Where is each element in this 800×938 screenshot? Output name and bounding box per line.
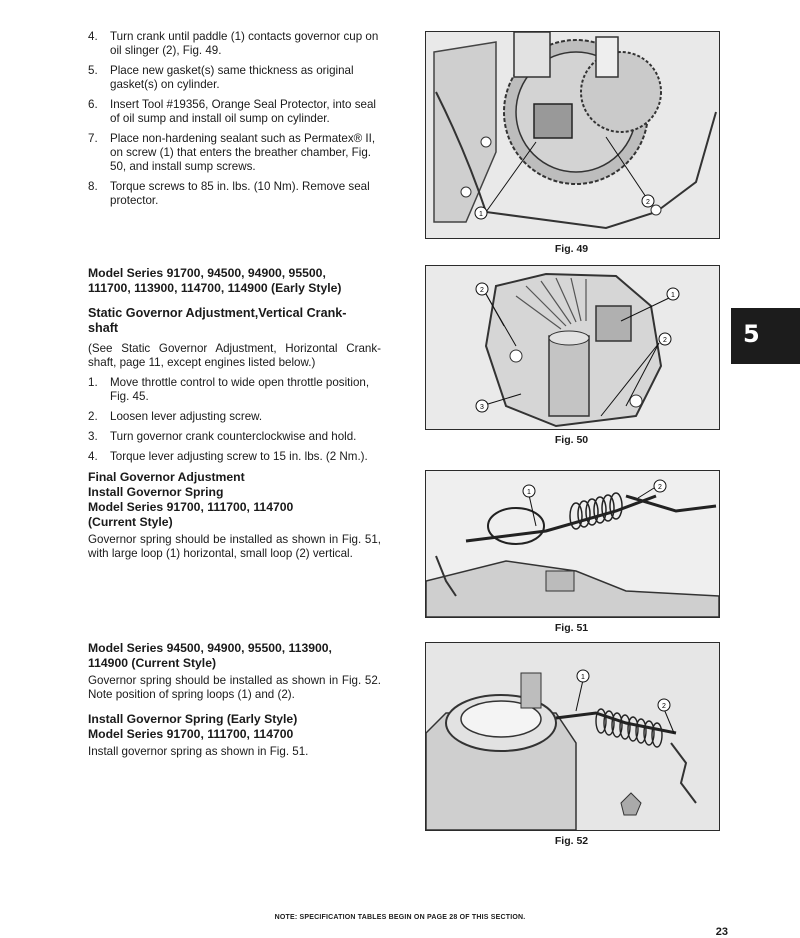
list-item: 8. Torque screws to 85 in. lbs. (10 Nm). Remove seal protector.: [88, 180, 370, 207]
steps-top-list: [88, 30, 381, 214]
section-text: Governor spring should be installed as shown in Fig. 52. Note position of spring loops (1) and (2).: [88, 674, 381, 701]
section-text: Governor spring should be installed as shown in Fig. 51, with large loop (1) horizontal, small loop (2) vertical.: [88, 533, 381, 560]
figure-49-image: [425, 31, 720, 239]
figure-caption: Fig. 49: [554, 243, 589, 255]
page-number: 23: [715, 926, 728, 938]
final-governor-section: [88, 470, 381, 567]
static-governor-section: [88, 266, 381, 470]
svg-text:1: 1: [581, 674, 585, 681]
list-item: 4. Torque lever adjusting screw to 15 in. lbs. (2 Nm.).: [88, 450, 368, 463]
section-text: Install governor spring as shown in Fig. 51.: [88, 745, 309, 758]
figure-caption: Fig. 52: [554, 835, 589, 847]
section-heading: Install Governor Spring (Early Style) Model Series 91700, 111700, 114700: [88, 712, 298, 741]
list-item: 4. Turn crank until paddle (1) contacts governor cup on oil slinger (2), Fig. 49.: [88, 30, 379, 57]
figure-caption: Fig. 50: [554, 434, 589, 446]
section-note: (See Static Governor Adjustment, Horizontal Crank-shaft, page 11, except engines listed below.): [88, 342, 381, 369]
list-item: 2. Loosen lever adjusting screw.: [88, 410, 263, 423]
list-item: 6. Insert Tool #19356, Orange Seal Protector, into seal of oil sump and install oil sump on cylinder.: [88, 98, 376, 125]
list-item: 7. Place non-hardening sealant such as Permatex® II, on screw (1) that enters the breather chamber, Fig. 50, and install sump screws.: [88, 132, 376, 173]
svg-text:2: 2: [662, 703, 666, 710]
list-item: 1. Move throttle control to wide open throttle position, Fig. 45.: [88, 376, 370, 403]
section-tab: 5: [731, 308, 800, 364]
svg-text:2: 2: [658, 484, 662, 491]
figure-51-image: [425, 470, 720, 618]
section-heading: Model Series 94500, 94900, 95500, 113900, 114900 (Current Style): [88, 641, 332, 670]
footnote: NOTE: SPECIFICATION TABLES BEGIN ON PAGE 28 OF THIS SECTION.: [274, 914, 526, 921]
svg-text:2: 2: [663, 337, 667, 344]
current-style-section: [88, 641, 381, 765]
list-item: 5. Place new gasket(s) same thickness as original gasket(s) on cylinder.: [88, 64, 354, 91]
svg-text:2: 2: [646, 199, 650, 206]
section-subheading: Static Governor Adjustment,Vertical Crank- shaft: [88, 306, 347, 335]
section-heading: Model Series 91700, 94500, 94900, 95500, 111700, 113900, 114700, 114900 (Early Style): [88, 266, 342, 295]
svg-text:1: 1: [671, 292, 675, 299]
svg-text:1: 1: [479, 211, 483, 218]
figure-52-image: [425, 642, 720, 831]
list-item: 3. Turn governor crank counterclockwise and hold.: [88, 430, 357, 443]
section-heading: Final Governor Adjustment Install Governor Spring Model Series 91700, 111700, 114700 (Current Style): [88, 470, 294, 529]
svg-text:2: 2: [480, 287, 484, 294]
svg-text:3: 3: [480, 404, 484, 411]
figure-caption: Fig. 51: [554, 622, 589, 634]
svg-text:1: 1: [527, 489, 531, 496]
figure-50-image: [425, 265, 720, 430]
